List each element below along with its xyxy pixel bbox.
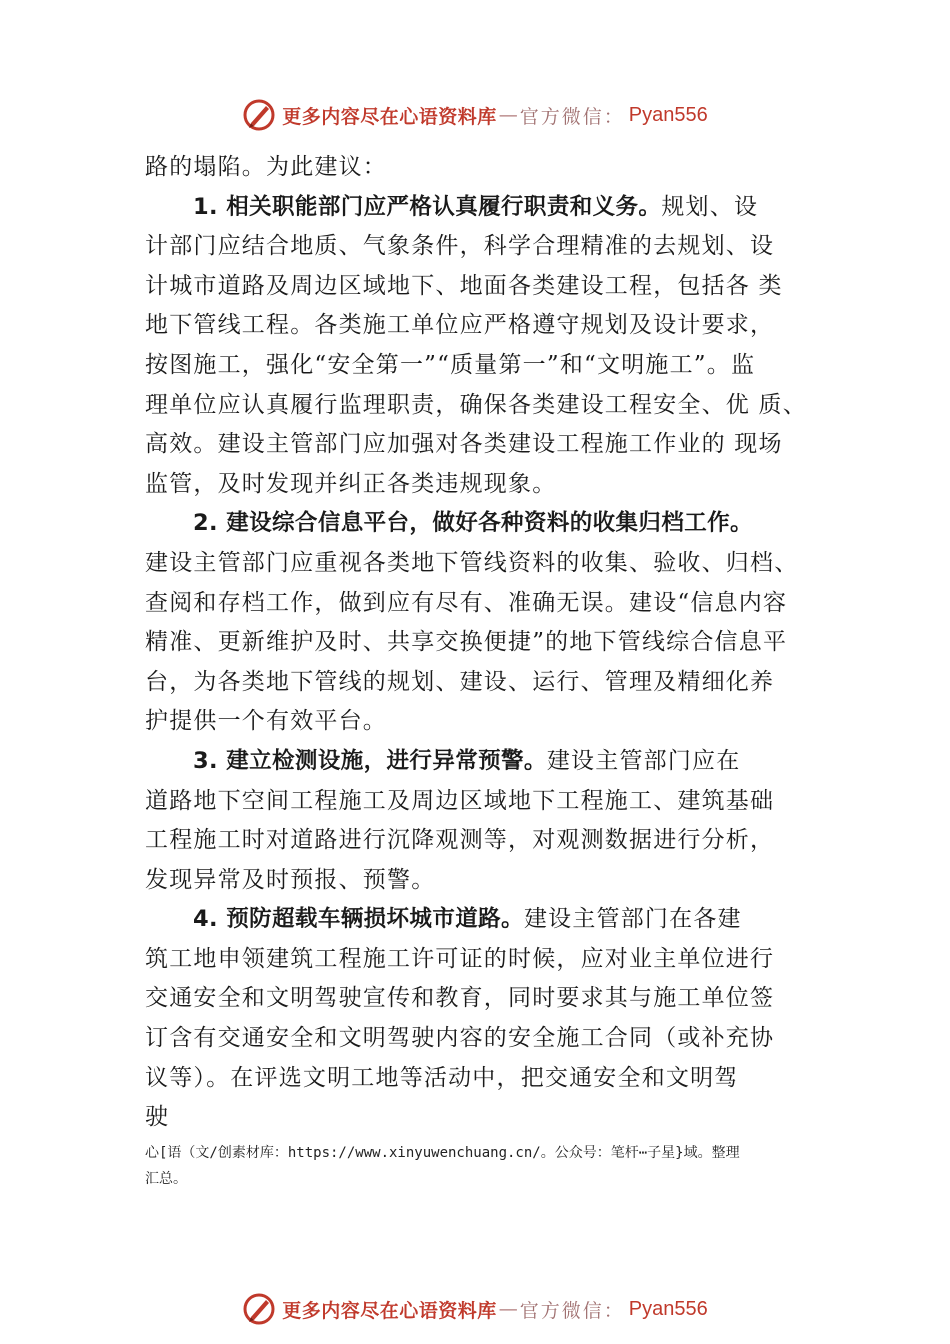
bold-heading: 1. 相关职能部门应严格认真履行职责和义务。 xyxy=(193,193,662,220)
text-line xyxy=(145,425,825,465)
banner-official-label: 官方微信： xyxy=(519,1299,625,1322)
line-text: 规划、设 xyxy=(661,193,759,220)
text-line xyxy=(145,742,825,782)
line-text: 建设主管部门在各建 xyxy=(523,906,742,933)
banner-dash: — xyxy=(498,104,518,126)
text-line xyxy=(145,663,825,703)
document-body xyxy=(145,148,825,1138)
text-line xyxy=(145,1098,825,1138)
line-text: 护提供一个有效平台。 xyxy=(145,708,387,735)
text-line xyxy=(145,544,825,584)
line-text: 筑工地申领建筑工程施工许可证的时候，应对业主单位进行 xyxy=(145,945,775,972)
line-text: 议等）。在评选文明工地等活动中，把交通安全和文明驾 xyxy=(145,1064,739,1091)
text-line xyxy=(145,267,825,307)
source-note-line: 汇总。 xyxy=(145,1171,187,1187)
line-text: 建设主管部门应在 xyxy=(546,747,741,774)
line-text: 地下管线工程。各类施工单位应严格遵守规划及设计要求， xyxy=(145,312,775,339)
text-line xyxy=(145,465,825,505)
banner-brand-text: 更多内容尽在心语资料库 xyxy=(282,1299,497,1322)
line-text: 道路地下空间工程施工及周边区域地下工程施工、建筑基础 xyxy=(145,787,775,814)
text-line xyxy=(145,1019,825,1059)
banner-official-label: 官方微信： xyxy=(519,105,625,128)
text-line xyxy=(145,306,825,346)
line-text: 按图施工，强化“安全第一”“质量第一”和“文明施工”。监 xyxy=(145,351,756,378)
text-line xyxy=(145,1059,825,1099)
text-line xyxy=(145,979,825,1019)
text-line xyxy=(145,900,825,940)
line-text: 路的塌陷。为此建议： xyxy=(145,154,387,180)
line-text: 发现异常及时预报、预警。 xyxy=(145,866,436,893)
line-text: 高效。建设主管部门应加强对各类建设工程施工作业的 现场 xyxy=(145,431,783,458)
source-note xyxy=(145,1140,845,1192)
text-line xyxy=(145,623,825,663)
bold-heading: 3. 建立检测设施，进行异常预警。 xyxy=(193,747,547,774)
text-line xyxy=(145,148,825,188)
source-note-line: 心[语（文/创素材库：https://www.xinyuwenchuang.cn/。公众号：笔杆⋯子星}域。整理 xyxy=(145,1145,740,1161)
text-line xyxy=(145,504,825,544)
line-text: 订含有交通安全和文明驾驶内容的安全施工合同（或补充协 xyxy=(145,1025,775,1052)
text-line xyxy=(145,821,825,861)
banner-brand-text: 更多内容尽在心语资料库 xyxy=(282,105,497,128)
text-line xyxy=(145,861,825,901)
banner-wechat-id: Pyan556 xyxy=(628,103,708,126)
line-text: 计城市道路及周边区域地下、地面各类建设工程，包括各 类 xyxy=(145,272,783,299)
pen-seal-logo-icon xyxy=(242,1292,276,1326)
line-text: 查阅和存档工作，做到应有尽有、准确无误。建设“信息内容 xyxy=(145,589,788,616)
line-text: 建设主管部门应重视各类地下管线资料的收集、验收、归档、 xyxy=(145,549,799,576)
line-text: 台，为各类地下管线的规划、建设、运行、管理及精细化养 xyxy=(145,668,775,695)
banner-dash: — xyxy=(498,1298,518,1320)
header-banner xyxy=(0,92,950,138)
line-text: 监管，及时发现并纠正各类违规现象。 xyxy=(145,470,557,497)
line-text: 交通安全和文明驾驶宣传和教育，同时要求其与施工单位签 xyxy=(145,985,775,1012)
line-text: 计部门应结合地质、气象条件，科学合理精准的去规划、设 xyxy=(145,233,775,260)
line-text: 驶 xyxy=(145,1104,170,1131)
bold-heading: 2. 建设综合信息平台，做好各种资料的收集归档工作。 xyxy=(193,510,753,537)
pen-seal-logo-icon xyxy=(242,98,276,132)
text-line xyxy=(145,386,825,426)
text-line xyxy=(145,940,825,980)
line-text: 理单位应认真履行监理职责，确保各类建设工程安全、优 质、 xyxy=(145,391,807,418)
text-line xyxy=(145,227,825,267)
text-line xyxy=(145,702,825,742)
bold-heading: 4. 预防超载车辆损坏城市道路。 xyxy=(193,906,524,933)
banner-wechat-id: Pyan556 xyxy=(628,1297,708,1320)
text-line xyxy=(145,346,825,386)
line-text: 精准、更新维护及时、共享交换便捷”的地下管线综合信息平 xyxy=(145,629,788,656)
text-line xyxy=(145,188,825,228)
line-text: 工程施工时对道路进行沉降观测等，对观测数据进行分析， xyxy=(145,827,775,854)
text-line xyxy=(145,584,825,624)
footer-banner xyxy=(0,1286,950,1332)
text-line xyxy=(145,782,825,822)
